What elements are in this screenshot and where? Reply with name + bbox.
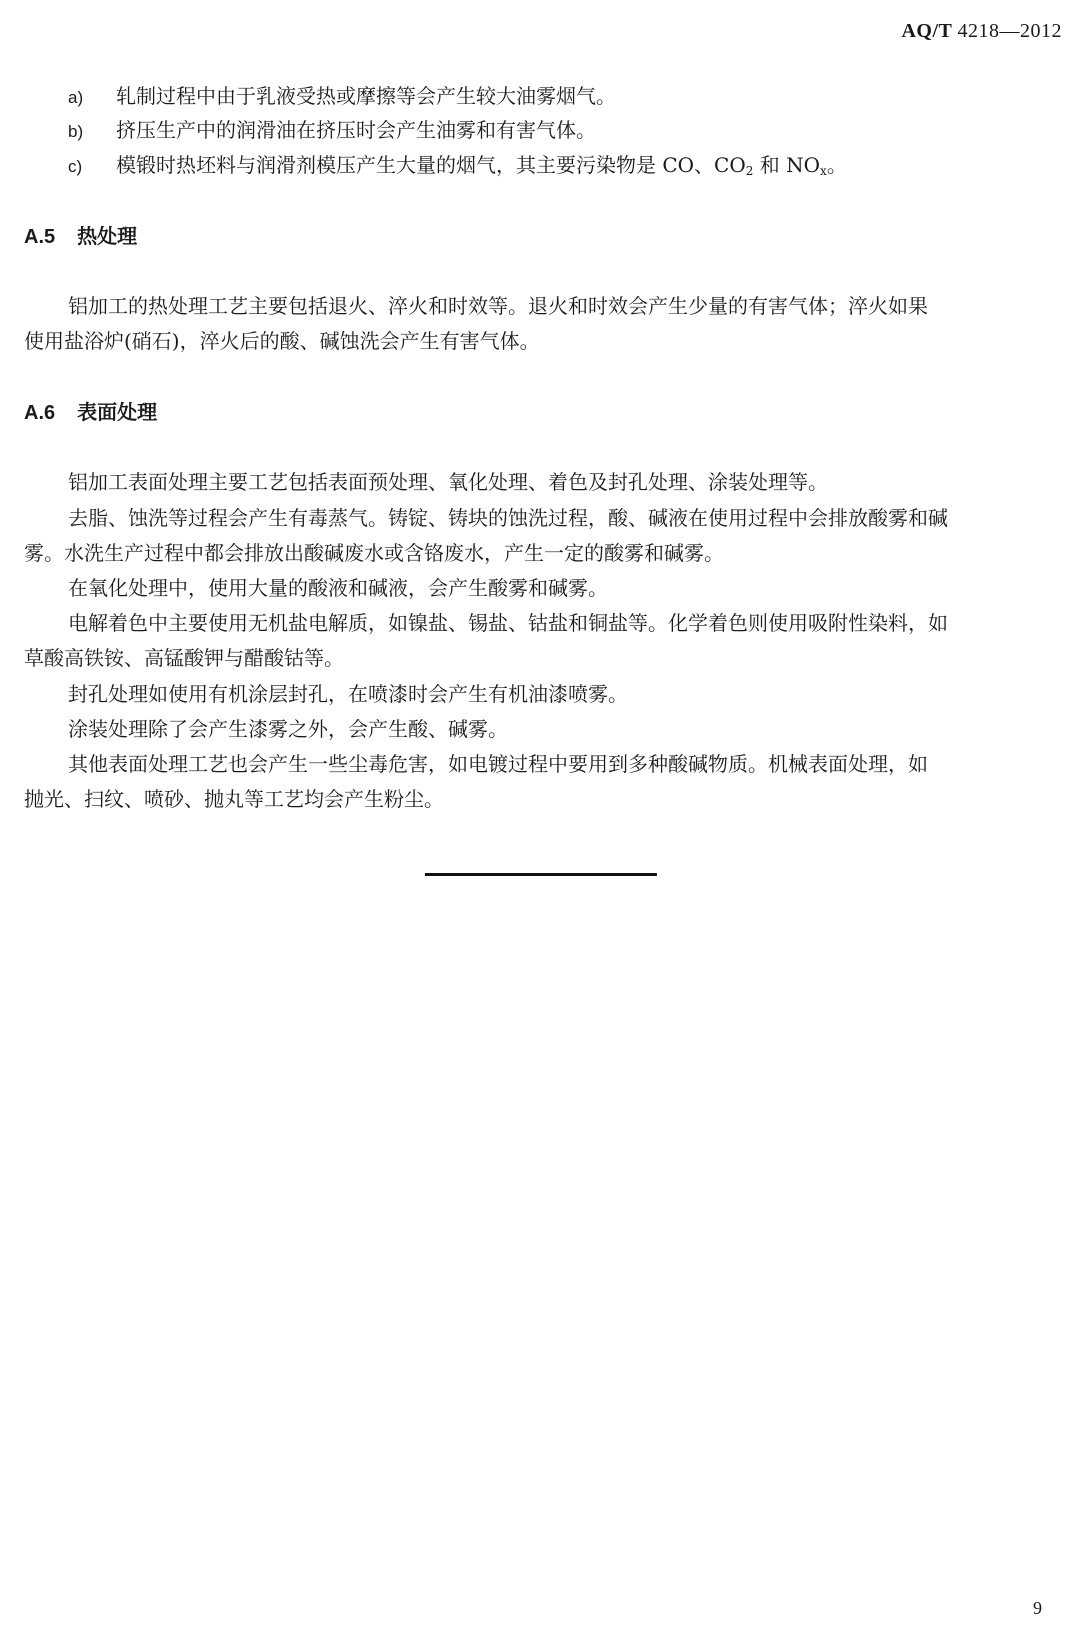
list-text: 轧制过程中由于乳液受热或摩擦等会产生较大油雾烟气。 bbox=[116, 84, 616, 108]
section-number: A.6 bbox=[24, 402, 56, 424]
list-text: 。 bbox=[826, 153, 847, 177]
paragraph-line: 去脂、蚀洗等过程会产生有毒蒸气。铸锭、铸块的蚀洗过程，酸、碱液在使用过程中会排放酸雾和碱 bbox=[68, 506, 948, 530]
end-rule-divider bbox=[425, 873, 657, 876]
standard-code: AQ/T bbox=[901, 20, 952, 42]
paragraph-line: 雾。水洗生产过程中都会排放出酸碱废水或含铬废水，产生一定的酸雾和碱雾。 bbox=[24, 541, 724, 565]
paragraph-line: 抛光、扫纹、喷砂、抛丸等工艺均会产生粉尘。 bbox=[24, 787, 444, 811]
subscript: 2 bbox=[745, 164, 754, 178]
paragraph-line: 电解着色中主要使用无机盐电解质，如镍盐、锡盐、钴盐和铜盐等。化学着色则使用吸附性染料，如 bbox=[68, 611, 948, 635]
list-label: c) bbox=[68, 157, 83, 176]
paragraph-line: 封孔处理如使用有机涂层封孔，在喷漆时会产生有机油漆喷雾。 bbox=[68, 682, 628, 706]
section-number: A.5 bbox=[24, 226, 56, 248]
list-text: 挤压生产中的润滑油在挤压时会产生油雾和有害气体。 bbox=[116, 118, 596, 142]
list-text: 和 NO bbox=[753, 153, 821, 177]
paragraph-line: 涂装处理除了会产生漆雾之外，会产生酸、碱雾。 bbox=[68, 717, 508, 741]
list-item-b bbox=[68, 112, 1080, 150]
section-heading-a6 bbox=[24, 394, 157, 431]
list-item-a bbox=[68, 78, 1080, 116]
section-heading-a5 bbox=[24, 218, 137, 255]
paragraph-line: 铝加工表面处理主要工艺包括表面预处理、氧化处理、着色及封孔处理、涂装处理等。 bbox=[68, 470, 828, 494]
paragraph-line: 草酸高铁铵、高锰酸钾与醋酸钴等。 bbox=[24, 646, 344, 670]
section-title: 表面处理 bbox=[77, 400, 158, 424]
paragraph-line: 其他表面处理工艺也会产生一些尘毒危害，如电镀过程中要用到多种酸碱物质。机械表面处理，如 bbox=[68, 752, 928, 776]
subscript: x bbox=[820, 164, 827, 178]
paragraph-line: 铝加工的热处理工艺主要包括退火、淬火和时效等。退火和时效会产生少量的有害气体；淬火如果 bbox=[68, 294, 928, 318]
section-title: 热处理 bbox=[77, 224, 138, 248]
list-label: a) bbox=[68, 88, 84, 107]
page-header bbox=[901, 20, 1062, 43]
standard-number: 4218—2012 bbox=[957, 20, 1062, 42]
paragraph-line: 在氧化处理中，使用大量的酸液和碱液，会产生酸雾和碱雾。 bbox=[68, 576, 608, 600]
list-text: 模锻时热坯料与润滑剂模压产生大量的烟气，其主要污染物是 CO、CO bbox=[116, 153, 746, 177]
page-number: 9 bbox=[1033, 1598, 1042, 1618]
list-item-c bbox=[68, 147, 1080, 189]
list-label: b) bbox=[68, 122, 84, 141]
paragraph-line: 使用盐浴炉(硝石)，淬火后的酸、碱蚀洗会产生有害气体。 bbox=[24, 329, 540, 353]
